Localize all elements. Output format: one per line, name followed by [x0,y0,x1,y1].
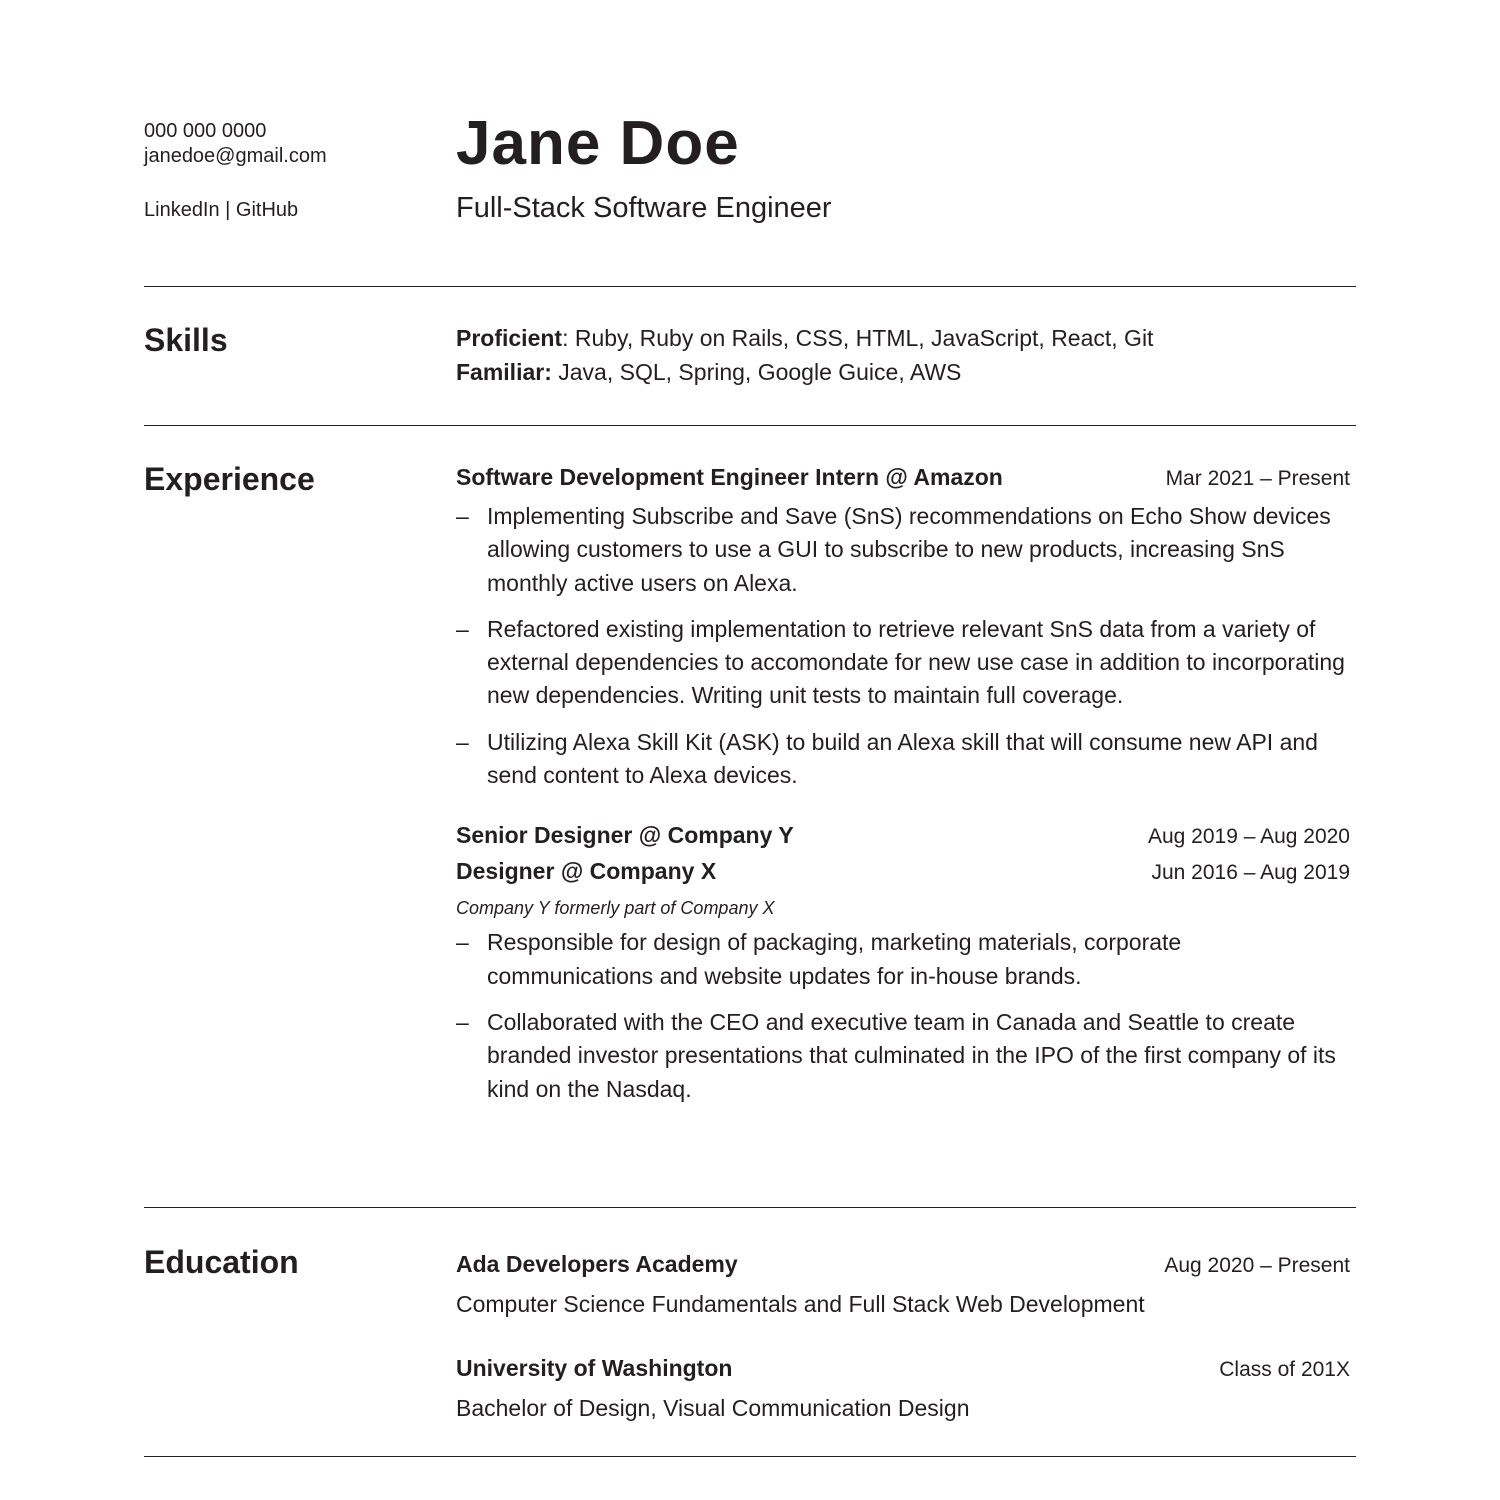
familiar-label: Familiar: [456,359,552,385]
divider [144,1456,1356,1457]
divider [144,1207,1356,1208]
job-date: Aug 2019 – Aug 2020 [1147,825,1350,849]
bullet-item: – Responsible for design of packaging, marketing materials, corporate communications and website updates for in-house brands. [456,929,1182,989]
proficient-label: Proficient [456,325,563,351]
school-date: Class of 201X [1219,1358,1350,1381]
job-role: Software Development Engineer Intern @ Amazon [456,464,1003,490]
job-note: Company Y formerly part of Company X [456,898,775,919]
job-role: Designer @ Company X [456,858,717,885]
email[interactable]: janedoe@gmail.com [144,145,327,167]
skills-section [456,321,1350,389]
divider [144,286,1356,287]
job-role: Senior Designer @ Company Y [456,822,794,849]
experience-section [456,460,1350,1119]
school-name: University of Washington [456,1355,733,1381]
education-heading: Education [144,1244,299,1280]
school-program: Bachelor of Design, Visual Communication Design [456,1395,970,1421]
profile-links[interactable]: LinkedIn | GitHub [144,199,299,221]
candidate-name: Jane Doe [456,109,740,178]
experience-heading: Experience [144,461,315,497]
school-program: Computer Science Fundamentals and Full Stack Web Development [456,1291,1145,1317]
candidate-title: Full-Stack Software Engineer [456,192,832,224]
school-name: Ada Developers Academy [456,1251,738,1277]
divider [144,425,1356,426]
skills-heading: Skills [144,322,228,358]
bullet-item: – Collaborated with the CEO and executive team in Canada and Seattle to create branded investor presentations that culminated in the IPO of the first company of its kind on the Nasdaq. [456,1008,1336,1102]
bullet-item: – Refactored existing implementation to retrieve relevant SnS data from a variety of external dependencies to accomondate for new use case in addition to incorporating new dependencies. Writing unit tests to maintain full coverage. [456,615,1345,709]
proficient-skills: : Ruby, Ruby on Rails, CSS, HTML, JavaScript, React, Git [562,325,1154,351]
job-date: Mar 2021 – Present [1165,467,1350,490]
education-section [456,1247,1350,1425]
job-date: Jun 2016 – Aug 2019 [1151,861,1350,885]
school-date: Aug 2020 – Present [1164,1254,1350,1277]
bullet-item: – Implementing Subscribe and Save (SnS) recommendations on Echo Show devices allowing customers to use a GUI to subscribe to new products, increasing SnS monthly active users on Alexa. [456,503,1331,596]
bullet-item: – Utilizing Alexa Skill Kit (ASK) to build an Alexa skill that will consume new API and send content to Alexa devices. [456,728,1318,789]
familiar-skills: Java, SQL, Spring, Google Guice, AWS [551,359,962,385]
phone: 000 000 0000 [144,120,267,142]
